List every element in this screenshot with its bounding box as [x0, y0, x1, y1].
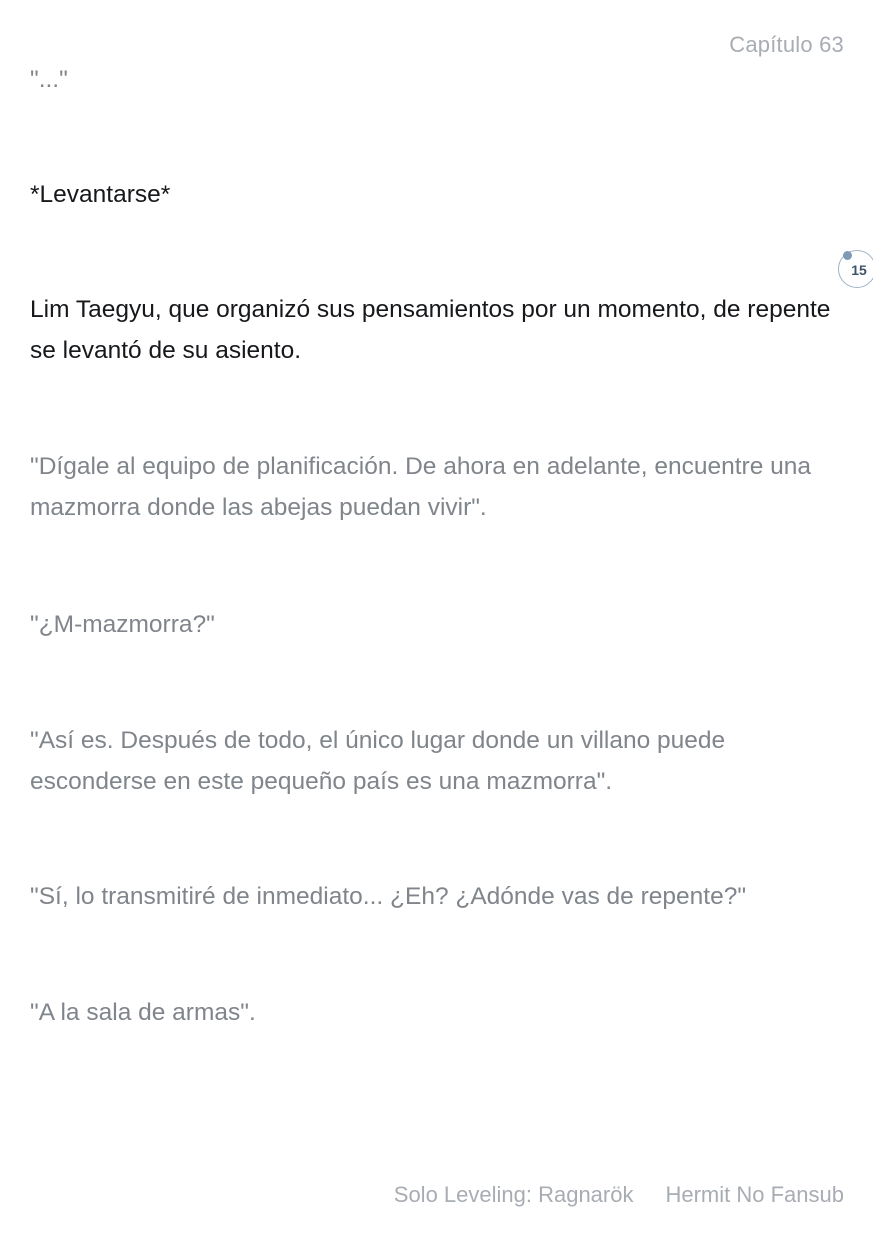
paragraph-narration: Lim Taegyu, que organizó sus pensamientos por un momento, de repente se levantó de su asiento.	[30, 296, 831, 364]
paragraph-dialogue-3: "Así es. Después de todo, el único lugar donde un villano puede esconderse en este pequeño país es una mazmorra".	[30, 727, 726, 795]
paragraph-comment-badge[interactable]	[838, 250, 873, 288]
novel-title: Solo Leveling: Ragnarök	[393, 1182, 634, 1207]
page-footer	[394, 1182, 844, 1208]
paragraph-dialogue-1: "Dígale al equipo de planificación. De ahora en adelante, encuentre una mazmorra donde las abejas puedan vivir".	[30, 453, 812, 521]
chapter-label: Capítulo 63	[729, 32, 844, 57]
paragraph-action: *Levantarse*	[30, 181, 171, 208]
paragraph-dialogue-4: "Sí, lo transmitiré de inmediato... ¿Eh? ¿Adónde vas de repente?"	[30, 883, 747, 910]
paragraph-dialogue-2: "¿M-mazmorra?"	[30, 611, 215, 638]
translator-credit: Hermit No Fansub	[665, 1182, 844, 1207]
paragraph-ellipsis: "..."	[30, 66, 68, 93]
comment-count: 15	[851, 261, 867, 278]
paragraph-dialogue-5: "A la sala de armas".	[30, 999, 256, 1026]
unread-dot-icon	[843, 251, 852, 260]
